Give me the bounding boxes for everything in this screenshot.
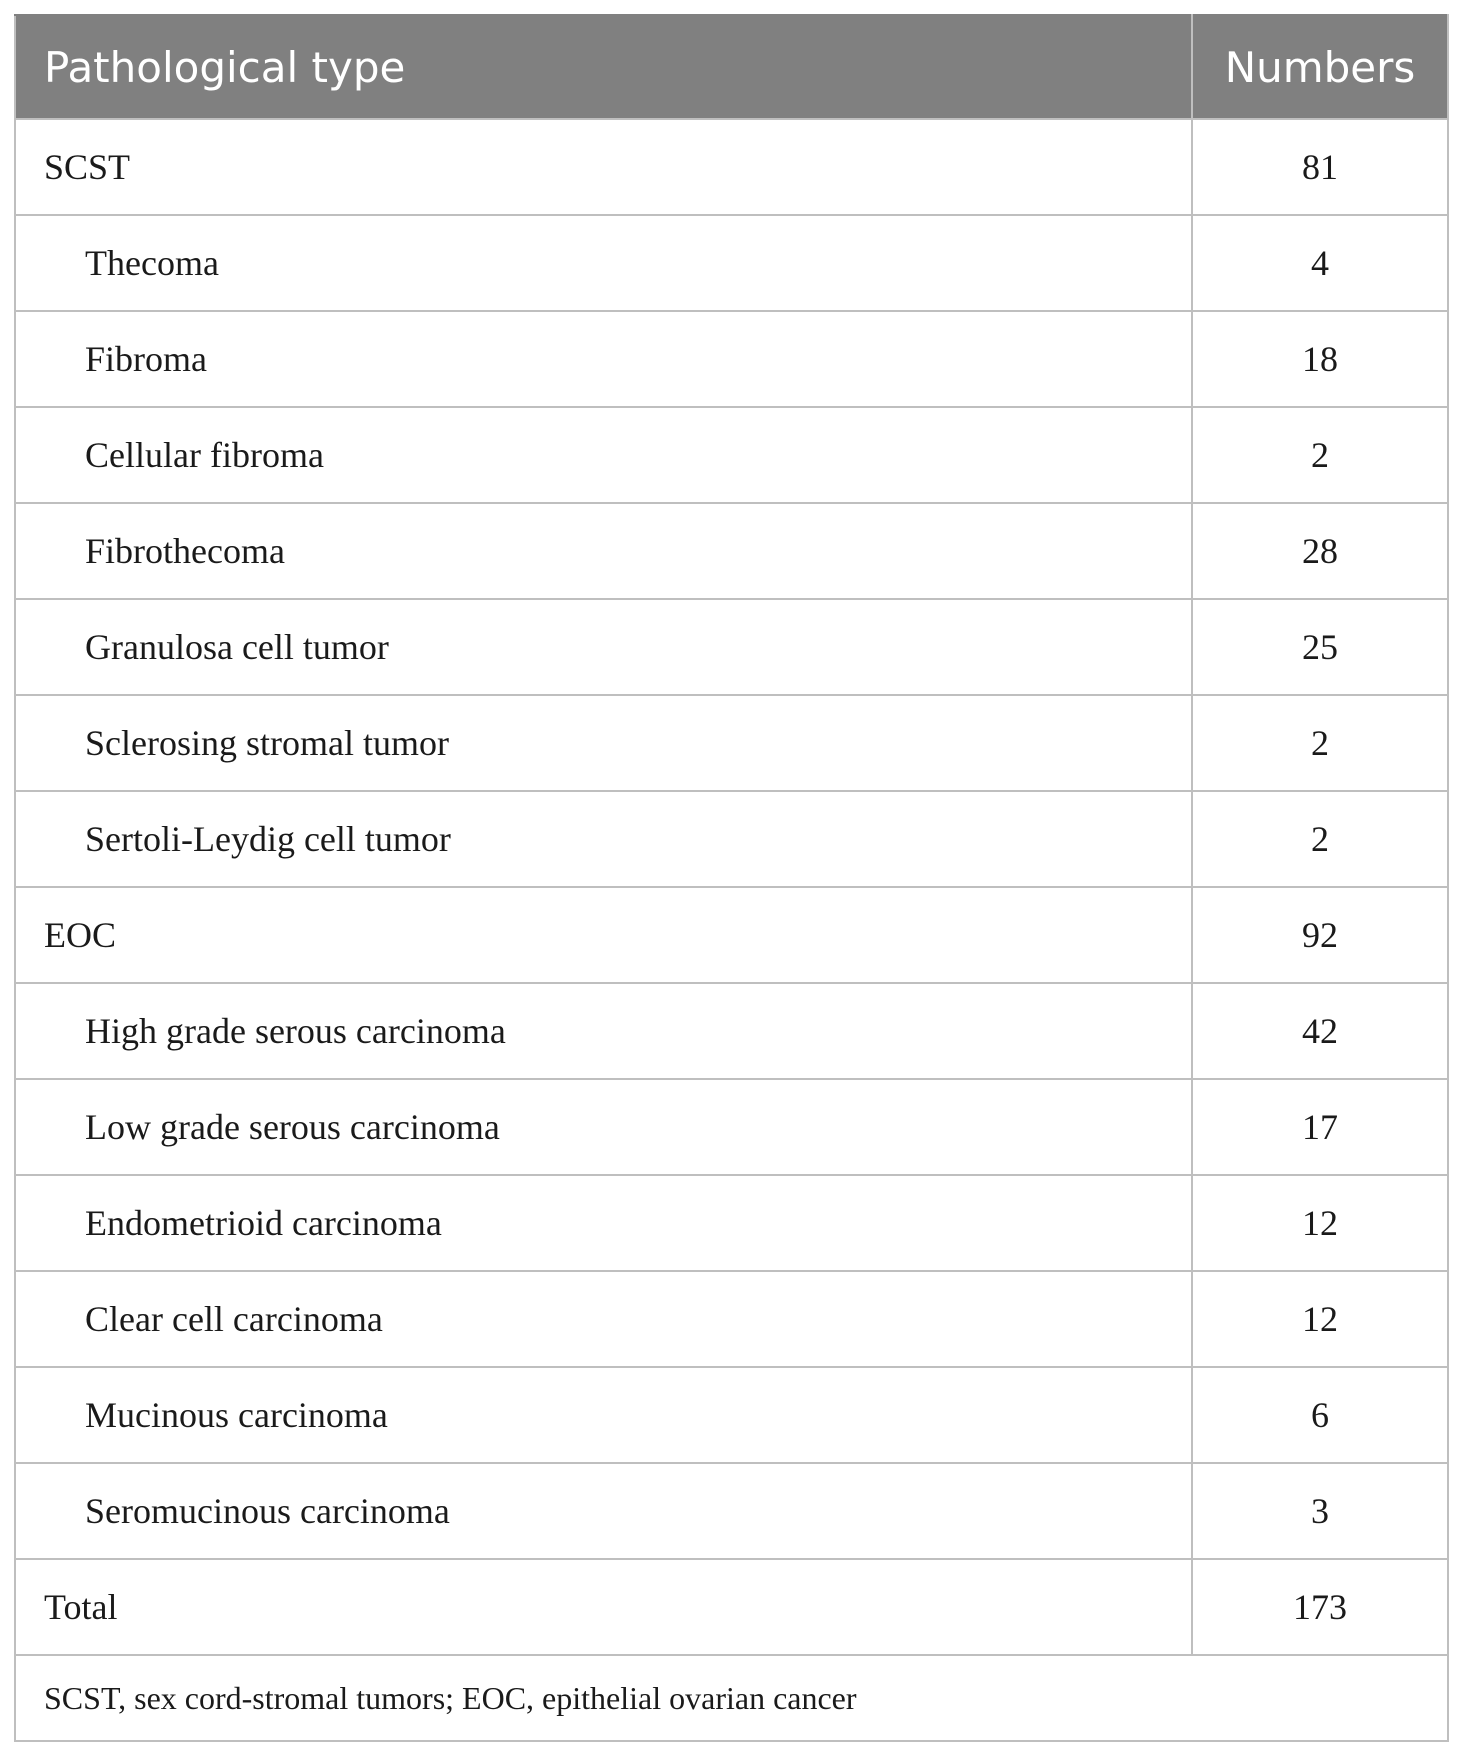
count-value: 3	[1192, 1463, 1448, 1559]
subtype-label: Fibrothecoma	[15, 503, 1192, 599]
count-value: 92	[1192, 887, 1448, 983]
table-row	[15, 215, 1448, 311]
table-row	[15, 1367, 1448, 1463]
subtype-label: Thecoma	[15, 215, 1192, 311]
count-value: 28	[1192, 503, 1448, 599]
count-value: 12	[1192, 1271, 1448, 1367]
category-label: SCST	[15, 119, 1192, 215]
count-value: 4	[1192, 215, 1448, 311]
table-body	[15, 119, 1448, 1655]
table-row	[15, 1079, 1448, 1175]
count-value: 17	[1192, 1079, 1448, 1175]
count-value: 2	[1192, 407, 1448, 503]
category-label: Total	[15, 1559, 1192, 1655]
table-row	[15, 407, 1448, 503]
subtype-label: Fibroma	[15, 311, 1192, 407]
pathology-table	[14, 14, 1449, 1742]
column-header-type: Pathological type	[15, 15, 1192, 119]
table-header-row	[15, 15, 1448, 119]
table-row	[15, 1463, 1448, 1559]
subtype-label: Mucinous carcinoma	[15, 1367, 1192, 1463]
subtype-label: Cellular fibroma	[15, 407, 1192, 503]
count-value: 2	[1192, 695, 1448, 791]
table-row	[15, 599, 1448, 695]
subtype-label: Low grade serous carcinoma	[15, 1079, 1192, 1175]
table-row	[15, 119, 1448, 215]
table-row	[15, 1175, 1448, 1271]
count-value: 12	[1192, 1175, 1448, 1271]
table-row	[15, 695, 1448, 791]
table-footnote-row	[15, 1655, 1448, 1741]
count-value: 18	[1192, 311, 1448, 407]
pathology-table-container	[14, 14, 1447, 1742]
count-value: 25	[1192, 599, 1448, 695]
table-row	[15, 887, 1448, 983]
table-row	[15, 1559, 1448, 1655]
subtype-label: Granulosa cell tumor	[15, 599, 1192, 695]
count-value: 6	[1192, 1367, 1448, 1463]
count-value: 42	[1192, 983, 1448, 1079]
subtype-label: Endometrioid carcinoma	[15, 1175, 1192, 1271]
subtype-label: Sclerosing stromal tumor	[15, 695, 1192, 791]
subtype-label: High grade serous carcinoma	[15, 983, 1192, 1079]
table-row	[15, 791, 1448, 887]
subtype-label: Seromucinous carcinoma	[15, 1463, 1192, 1559]
count-value: 173	[1192, 1559, 1448, 1655]
table-row	[15, 503, 1448, 599]
table-row	[15, 311, 1448, 407]
subtype-label: Sertoli-Leydig cell tumor	[15, 791, 1192, 887]
count-value: 2	[1192, 791, 1448, 887]
table-row	[15, 983, 1448, 1079]
subtype-label: Clear cell carcinoma	[15, 1271, 1192, 1367]
count-value: 81	[1192, 119, 1448, 215]
column-header-numbers: Numbers	[1192, 15, 1448, 119]
category-label: EOC	[15, 887, 1192, 983]
table-row	[15, 1271, 1448, 1367]
table-footnote: SCST, sex cord-stromal tumors; EOC, epithelial ovarian cancer	[15, 1655, 1448, 1741]
